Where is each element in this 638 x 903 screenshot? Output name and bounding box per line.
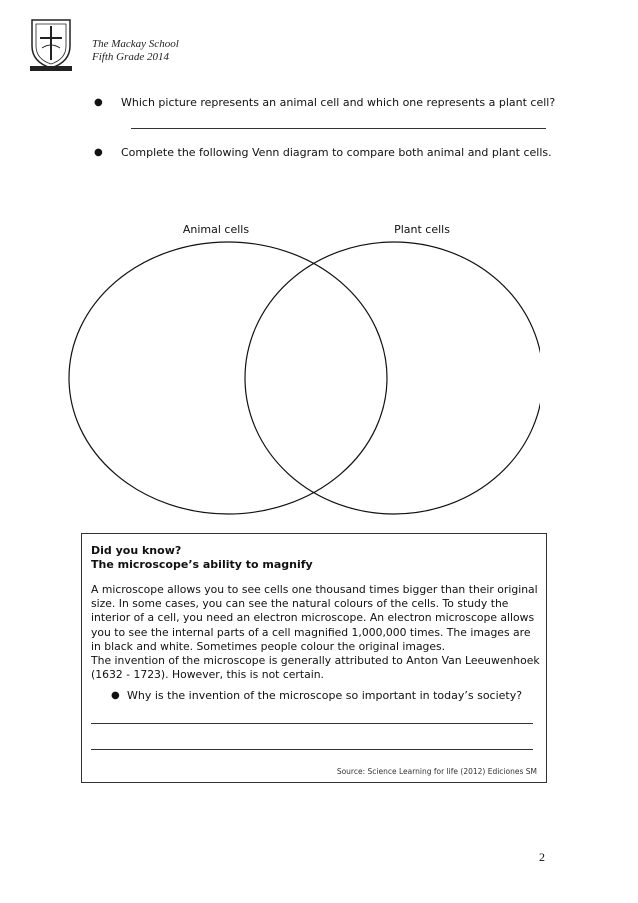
did-you-know-subheading: The microscope’s ability to magnify — [91, 558, 313, 571]
venn-label-plant: Plant cells — [394, 223, 450, 236]
answer-line-2[interactable] — [91, 723, 533, 724]
bullet-icon: ● — [94, 97, 103, 108]
grade-line: Fifth Grade 2014 — [92, 51, 169, 63]
did-you-know-box — [81, 533, 547, 783]
venn-circle-plant[interactable] — [245, 242, 540, 514]
paragraph-line: interior of a cell, you need an electron microscope. An electron microscope allows — [91, 611, 535, 625]
source-citation: Source: Science Learning for life (2012) Ediciones SM — [336, 767, 537, 776]
answer-line-1[interactable] — [131, 128, 546, 129]
venn-label-animal: Animal cells — [182, 223, 250, 236]
question-2 — [94, 145, 560, 160]
paragraph-line: in black and white. Sometimes people colour the original images. — [91, 639, 446, 653]
page-number: 2 — [539, 850, 545, 864]
question-2-text: Complete the following Venn diagram to compare both animal and plant cells. — [121, 146, 552, 159]
did-you-know-heading: Did you know? — [91, 544, 182, 557]
school-header — [92, 38, 179, 64]
bullet-icon: ● — [94, 147, 103, 158]
question-1 — [94, 95, 560, 110]
bullet-icon: ● — [111, 690, 120, 701]
paragraph-line: A microscope allows you to see cells one thousand times bigger than their original — [91, 583, 538, 596]
venn-circle-animal[interactable] — [69, 242, 387, 514]
microscope-question-text: Why is the invention of the microscope so important in today’s society? — [127, 689, 523, 702]
school-crest-logo — [26, 16, 76, 72]
school-name: The Mackay School — [92, 38, 179, 50]
did-you-know-title — [91, 544, 313, 572]
paragraph-line: (1632 - 1723). However, this is not certain. — [91, 668, 324, 682]
paragraph-line: size. In some cases, you can see the natural colours of the cells. To study the — [91, 597, 509, 611]
paragraph-line: The invention of the microscope is generally attributed to Anton Van Leeuwenhoek — [91, 654, 540, 668]
answer-line-3[interactable] — [91, 749, 533, 750]
venn-diagram — [60, 215, 540, 515]
did-you-know-paragraph — [91, 583, 541, 682]
microscope-question — [111, 689, 523, 703]
question-1-text: Which picture represents an animal cell and which one represents a plant cell? — [121, 96, 556, 109]
paragraph-line: you to see the internal parts of a cell magnified 1,000,000 times. The images are — [91, 625, 531, 639]
